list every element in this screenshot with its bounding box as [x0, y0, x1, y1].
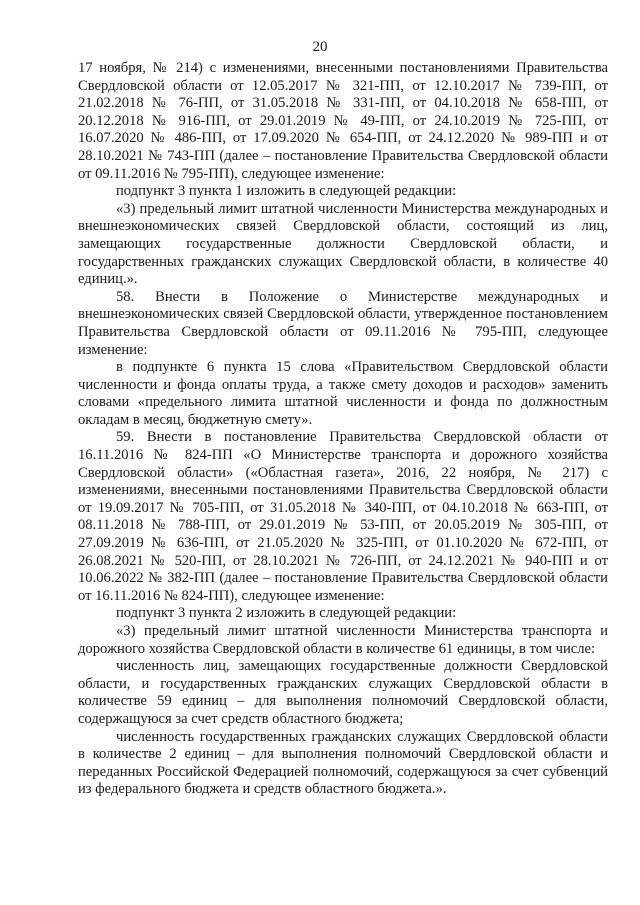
- paragraph-item-59-limit: «3) предельный лимит штатной численности Министерства транспорта и дорожного хозяйства Свердловской области в количестве 61 единицы, в том числе:: [78, 623, 608, 657]
- paragraph-item-58: 58. Внести в Положение о Министерстве международных и внешнеэкономических связей Свердловской области, утвержденное постановлением Правительства Свердловской области от 09.11.2016 № 795-ПП, следующее изменение:: [78, 288, 608, 358]
- paragraph-item-59-federal: численность государственных гражданских служащих Свердловской области в количестве 2 единиц – для выполнения полномочий Свердловской области и переданных Российской Федерацией полномочий, содержащуюся за счет субвенций из федерального бюджета и средств областного бюджета.».: [78, 728, 608, 798]
- page-number: 20: [312, 39, 328, 55]
- document-body: [78, 60, 608, 799]
- paragraph-item-59: 59. Внести в постановление Правительства Свердловской области от 16.11.2016 № 824-ПП «О Министерстве транспорта и дорожного хозяйства Свердловской области» («Областная газета», 2016, 22 ноября, № 217) с изменениями, внесенными постановлениями Правительства Свердловской области от 19.09.2017 № 705-ПП, от 31.05.2018 № 340-ПП, от 04.10.2018 № 663-ПП, от 08.11.2018 № 788-ПП, от 29.01.2019 № 53-ПП, от 20.05.2019 № 305-ПП, от 27.09.2019 № 636-ПП, от 21.05.2020 № 325-ПП, от 01.10.2020 № 672-ПП, от 26.08.2021 № 520-ПП, от 28.10.2021 № 726-ПП, от 24.12.2021 № 940-ПП и от 10.06.2022 № 382-ПП (далее – постановление Правительства Свердловской области от 16.11.2016 № 824-ПП), следующее изменение:: [78, 429, 608, 604]
- paragraph-quoted-limit: «3) предельный лимит штатной численности Министерства международных и внешнеэкономических связей Свердловской области, состоящий из лиц, замещающих государственные должности Свердловской области, и государственных гражданских служащих Свердловской области, в количестве 40 единиц.».: [78, 200, 608, 288]
- paragraph-item-58-change: в подпункте 6 пункта 15 слова «Правительством Свердловской области численности и фонда оплаты труда, а также смету доходов и расходов» заменить словами «предельного лимита штатной численности и фонда по должностным окладам в месяц, бюджетную смету».: [78, 359, 608, 428]
- paragraph-subpoint-instruction: подпункт 3 пункта 1 изложить в следующей редакции:: [116, 183, 457, 200]
- paragraph-continuation: 17 ноября, № 214) с изменениями, внесенными постановлениями Правительства Свердловской области от 12.05.2017 № 321-ПП, от 12.10.2017 № 739-ПП, от 21.02.2018 № 76-ПП, от 31.05.2018 № 331-ПП, от 04.10.2018 № 658-ПП, от 20.12.2018 № 916-ПП, от 29.01.2019 № 49-ПП, от 24.10.2019 № 725-ПП, от 16.07.2020 № 486-ПП, от 17.09.2020 № 654-ПП, от 24.12.2020 № 989-ПП и от 28.10.2021 № 743-ПП (далее – постановление Правительства Свердловской области от 09.11.2016 № 795-ПП), следующее изменение:: [78, 60, 608, 182]
- paragraph-item-59-regional: численность лиц, замещающих государственные должности Свердловской области, и государственных гражданских служащих Свердловской области в количестве 59 единиц – для выполнения полномочий Свердловской области, содержащуюся за счет средств областного бюджета;: [78, 658, 608, 727]
- paragraph-item-59-instruction: подпункт 3 пункта 2 изложить в следующей редакции:: [116, 605, 457, 622]
